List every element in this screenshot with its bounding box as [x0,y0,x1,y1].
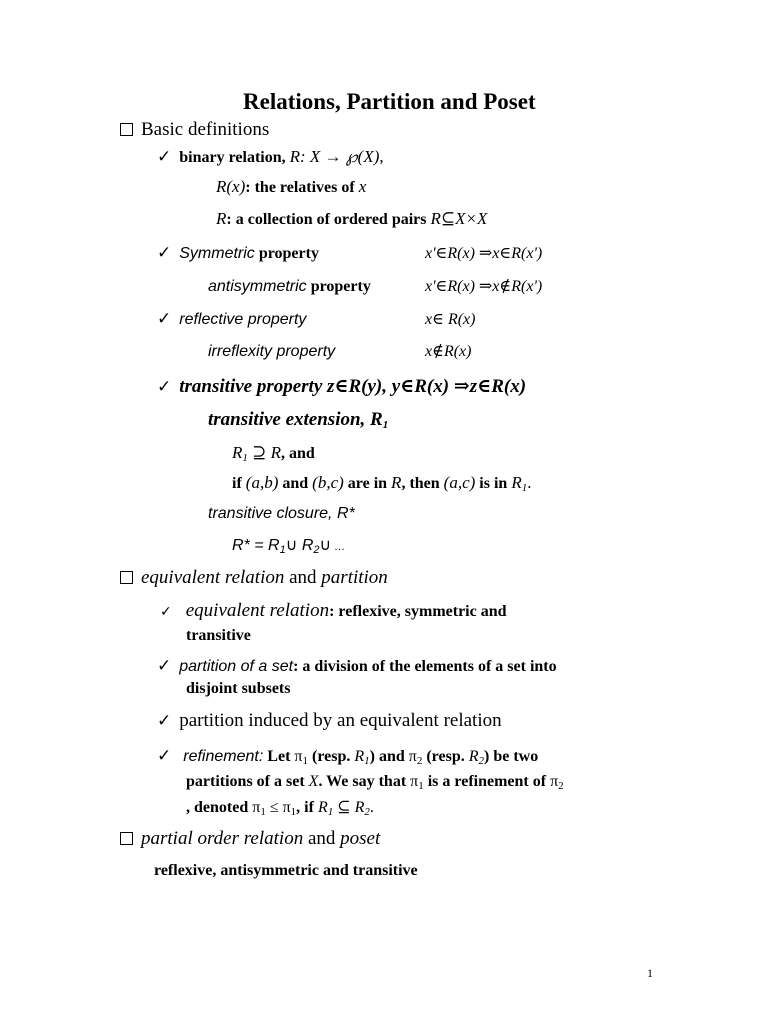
checkmark-icon: ✓ [160,604,172,620]
item-equivalent-relation-cont: transitive [186,627,251,644]
checkmark-icon: ✓ [157,746,172,766]
item-refinement-cont2: , denoted $\pi_1 \le \pi_1$, if $R_1$ ⊆ $R_2$. [186,799,374,818]
checkbox-square-icon [120,832,133,845]
page-title: Relations, Partition and Poset [243,89,536,114]
item-partition-induced: ✓ partition induced by an equivalent relation [157,710,502,731]
item-transitive-closure: transitive closure, R* [208,505,355,522]
item-if-line: if (a,b) and (b,c) are in R, then (a,c) is in $R_1$. [232,473,532,494]
item-reflexive: ✓ reflective property [157,309,307,329]
checkbox-square-icon [120,123,133,136]
checkmark-icon: ✓ [157,309,172,329]
formula-symmetric: x'∈R(x) ⇒x∈R(x') [425,245,543,262]
item-relatives: R(x): the relatives of x [216,177,367,196]
section-equivalence: equivalent relation and partition [120,568,388,589]
section-basic-definitions: Basic definitions [120,120,269,141]
item-partition-of-set: ✓ partition of a set: a division of the elements of a set into [157,656,557,676]
item-refinement: ✓ refinement: Let $\pi_1$ (resp. $R_1$) and $\pi_2$ (resp. $R_2$) be two [157,746,539,767]
item-ordered-pairs: R: a collection of ordered pairs R⊆X×X [216,209,488,228]
item-irreflexive: irreflexity property [208,343,336,360]
item-closure-formula: $R* = R_1\cup$ $R_2\cup$ … [232,537,346,556]
checkmark-icon: ✓ [157,377,172,397]
section-poset: partial order relation and poset [120,829,380,850]
item-symmetric: ✓ Symmetric property [157,243,319,263]
page-number: 1 [647,966,653,980]
item-transitive: ✓ transitive property z∈R(y), y∈R(x) ⇒z∈R(x) [157,376,527,397]
item-partition-cont: disjoint subsets [186,680,291,697]
checkmark-icon: ✓ [157,243,172,263]
item-binary-relation: ✓ binary relation, R: X → ℘(X), [157,147,384,167]
formula-antisymmetric: x'∈R(x) ⇒x∉R(x') [425,278,543,295]
checkmark-icon: ✓ [157,656,172,676]
checkbox-square-icon [120,571,133,584]
item-antisymmetric: antisymmetric property [208,278,371,295]
item-poset-def: reflexive, antisymmetric and transitive [154,862,418,879]
formula-reflexive: x∈ R(x) [425,311,476,328]
checkmark-icon: ✓ [157,711,172,731]
item-transitive-extension: transitive extension, $R_1$ [208,409,389,431]
item-r1-superset: $R_1$ ⊇ R, and [232,443,315,464]
checkmark-icon: ✓ [157,147,172,167]
item-refinement-cont1: partitions of a set X. We say that $\pi_1$ is a refinement of $\pi_2$ [186,773,564,792]
formula-irreflexive: x∉R(x) [425,343,472,360]
item-equivalent-relation: ✓ equivalent relation: reflexive, symmetric and [160,600,507,621]
